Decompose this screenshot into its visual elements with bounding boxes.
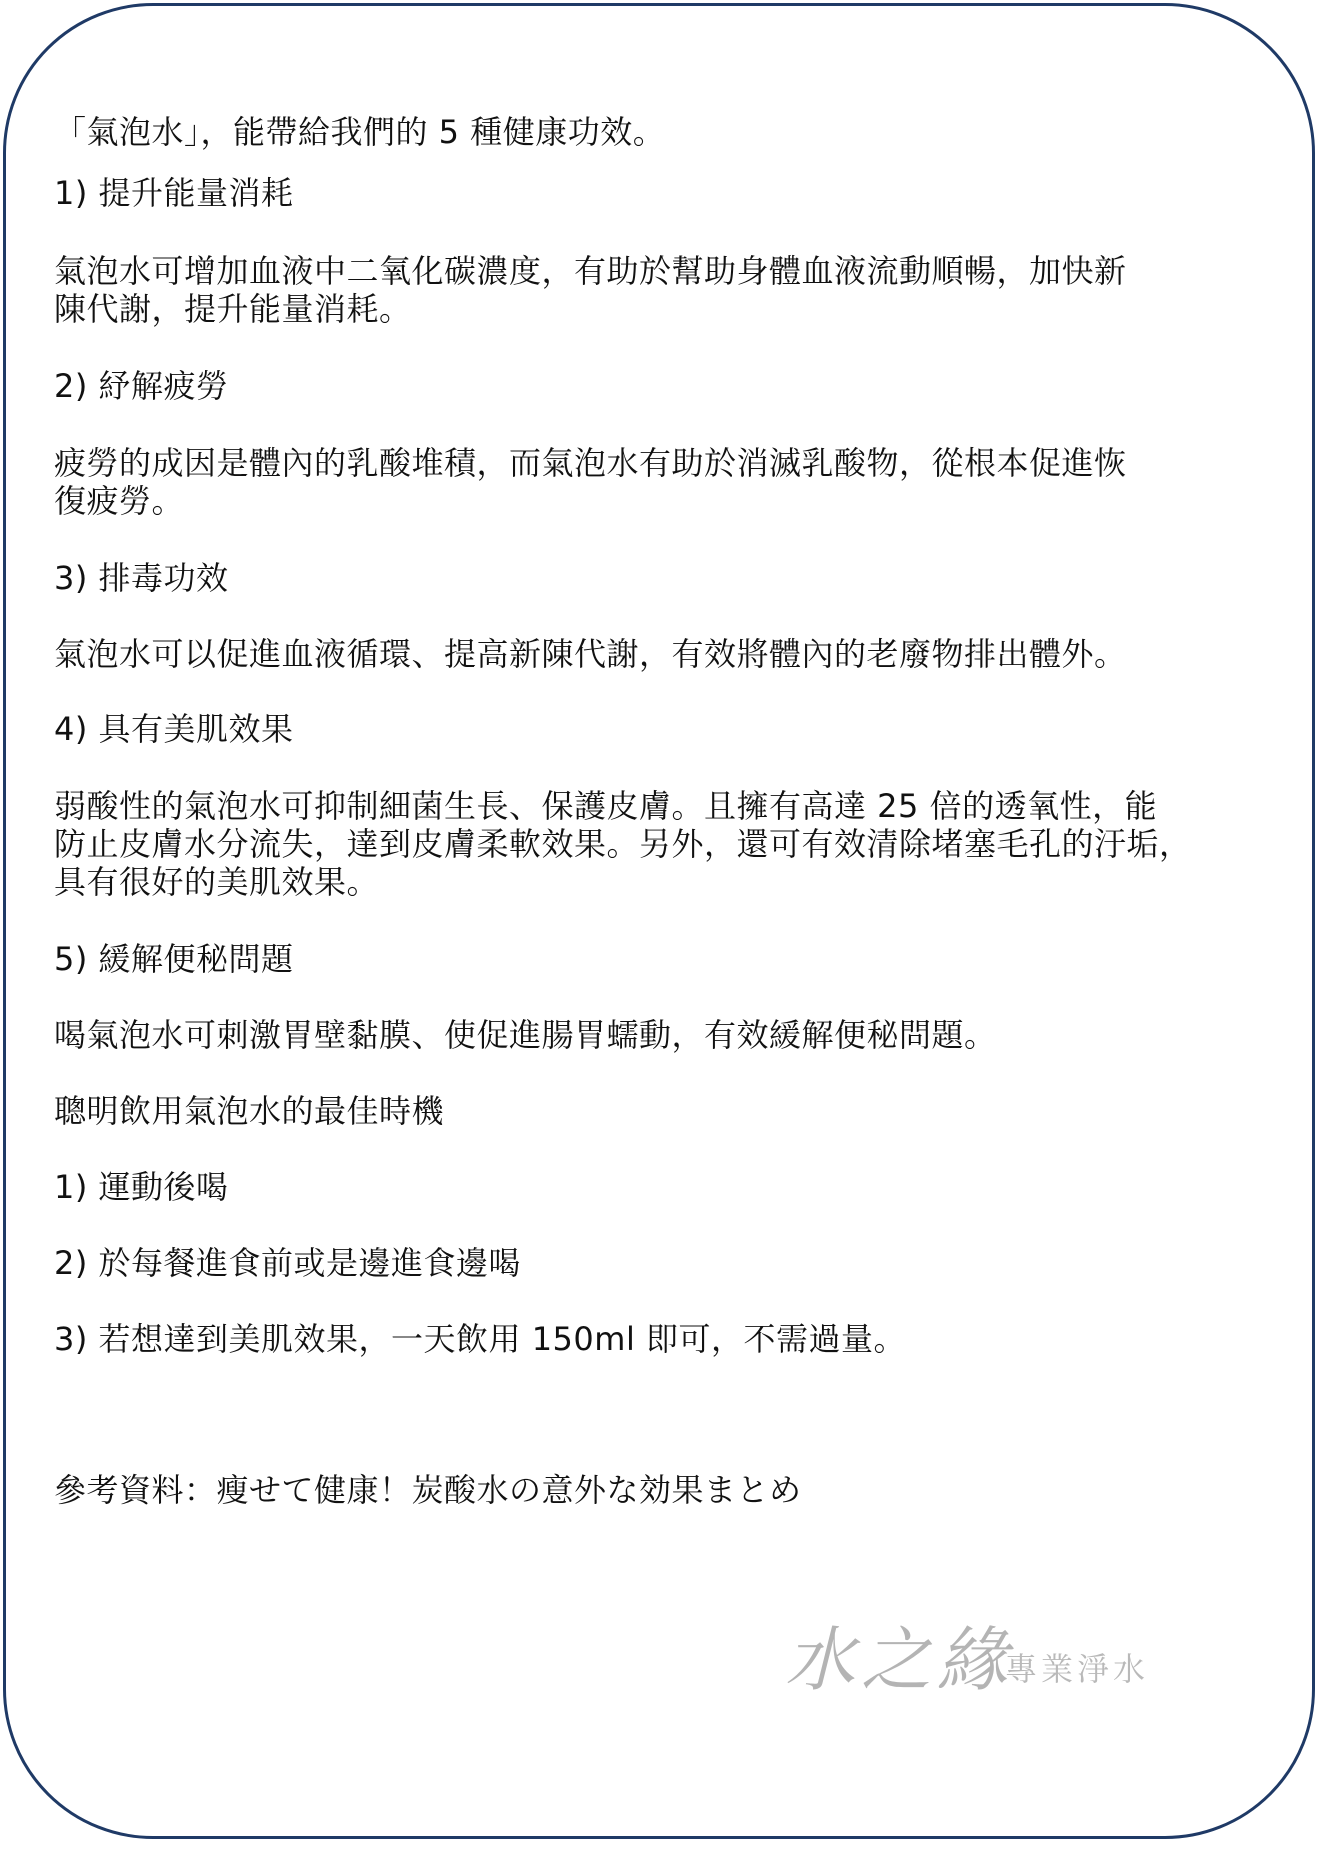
- brand-watermark: [785, 1615, 1165, 1715]
- timing-item-2: 2) 於每餐進食前或是邊進食邊喝: [54, 1244, 522, 1282]
- section-4-text-line-2: 防止皮膚水分流失，達到皮膚柔軟效果。另外，還可有效清除堵塞毛孔的汙垢，: [54, 825, 1192, 863]
- section-1-heading: 1) 提升能量消耗: [54, 174, 294, 212]
- timing-item-3: 3) 若想達到美肌效果，一天飲用 150ml 即可，不需過量。: [54, 1320, 907, 1358]
- section-2-text-line-1: 疲勞的成因是體內的乳酸堆積，而氣泡水有助於消滅乳酸物，從根本促進恢: [54, 444, 1127, 482]
- section-4-heading: 4) 具有美肌效果: [54, 710, 294, 748]
- timing-heading: 聰明飲用氣泡水的最佳時機: [54, 1092, 445, 1130]
- watermark-subtitle: 專業淨水: [1005, 1650, 1150, 1688]
- section-2-heading: 2) 紓解疲勞: [54, 367, 229, 405]
- watermark-logo: 水之緣: [785, 1619, 1013, 1701]
- section-2-text-line-2: 復疲勞。: [54, 482, 185, 520]
- reference-line: 參考資料：瘦せて健康！炭酸水の意外な効果まとめ: [54, 1471, 802, 1509]
- section-3-text-line-1: 氣泡水可以促進血液循環、提高新陳代謝，有效將體內的老廢物排出體外。: [54, 635, 1127, 673]
- section-1-text-line-2: 陳代謝，提升能量消耗。: [54, 290, 412, 328]
- section-3-heading: 3) 排毒功效: [54, 559, 229, 597]
- section-5-heading: 5) 緩解便秘問題: [54, 940, 294, 978]
- section-4-text-line-3: 具有很好的美肌效果。: [54, 863, 380, 901]
- timing-item-1: 1) 運動後喝: [54, 1168, 229, 1206]
- section-4-text-line-1: 弱酸性的氣泡水可抑制細菌生長、保護皮膚。且擁有高達 25 倍的透氧性，能: [54, 787, 1158, 825]
- section-1-text-line-1: 氣泡水可增加血液中二氧化碳濃度，有助於幫助身體血液流動順暢，加快新: [54, 252, 1127, 290]
- intro-heading: 「氣泡水」，能帶給我們的 5 種健康功效。: [54, 113, 666, 151]
- section-5-text-line-1: 喝氣泡水可刺激胃壁黏膜、使促進腸胃蠕動，有效緩解便秘問題。: [54, 1016, 997, 1054]
